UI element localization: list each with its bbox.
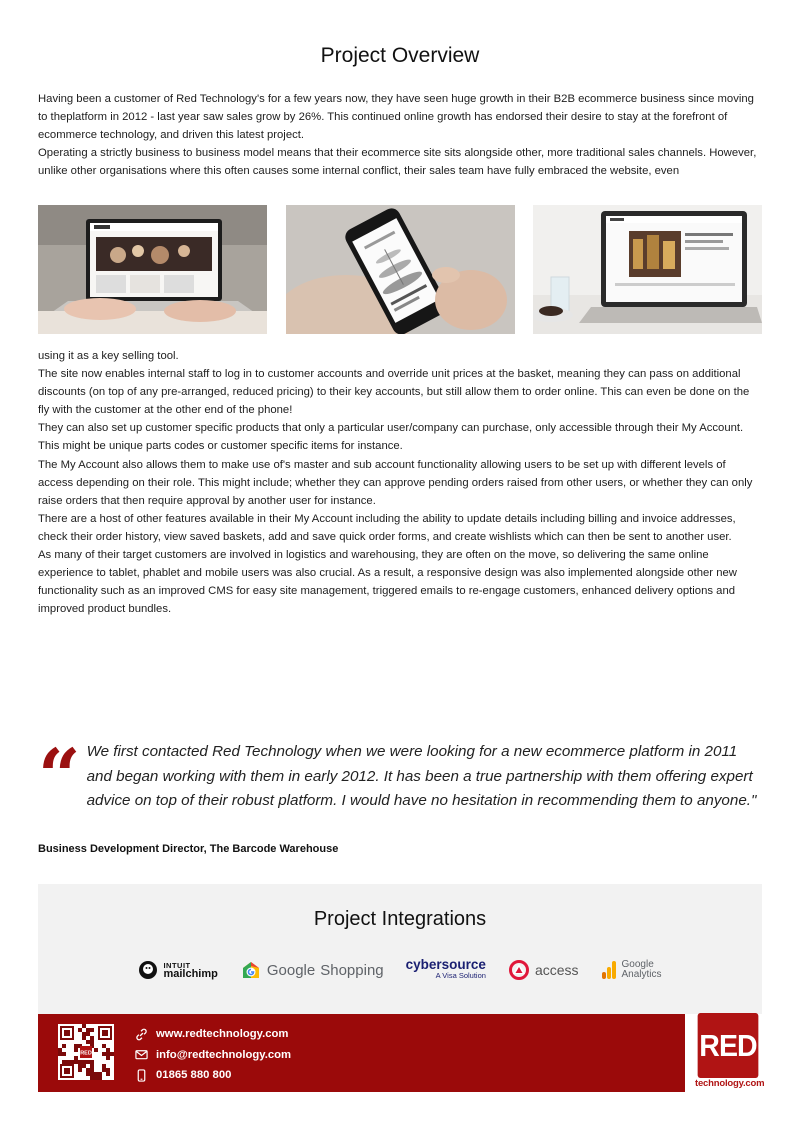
mail-icon <box>135 1048 148 1061</box>
phone-number[interactable]: 01865 880 800 <box>156 1069 232 1082</box>
contact-footer <box>38 1014 685 1092</box>
link-icon <box>135 1028 148 1041</box>
qr-module <box>86 1032 90 1036</box>
cybersource-tag: A Visa Solution <box>435 971 486 980</box>
qr-module <box>78 1060 82 1064</box>
integration-logos <box>38 959 762 981</box>
paragraph: The site now enables internal staff to log in to customer accounts and override unit prices at the basket, meaning they can pass on additional discounts (on top of any pre-arranged, reduced pricing) to their key accounts, but still allow them to order online. This can even be done on the fly with the customer at the other end of the phone! <box>38 368 750 417</box>
paragraph: The My Account also allows them to make use of's master and sub account functionality allowing users to be set up with different levels of access depending on their role. This might include; whether they can approve pending orders raised from other users, or whether they can only raise orders that then require approval by another user for instance. <box>38 458 753 507</box>
mailchimp-bottom: mailchimp <box>163 968 218 980</box>
website-link[interactable]: www.redtechnology.com <box>156 1028 289 1041</box>
email-link[interactable]: info@redtechnology.com <box>156 1048 292 1061</box>
paragraph: There are a host of other features available in their My Account including the ability to update details including billing and invoice addresses, check their order history, view saved baskets, add and save quick order forms, and create wishlists which can then be sent to another user. <box>38 512 736 543</box>
qr-module <box>82 1036 86 1040</box>
page-title: Project Overview <box>320 44 480 67</box>
contact-list <box>135 1024 291 1086</box>
qr-module <box>82 1064 86 1068</box>
qr-module <box>90 1068 94 1072</box>
integrations-panel <box>38 884 762 1014</box>
qr-module <box>106 1052 110 1056</box>
qr-module <box>90 1064 94 1068</box>
qr-module <box>102 1052 106 1056</box>
overview-text-top <box>38 90 763 180</box>
paragraph: Operating a strictly business to business model means that their ecommerce site sits alongside other, more traditional sales channels. However, unlike other organisations where this often causes some internal conflict, their sales team have fully embraced the website, even <box>38 147 757 178</box>
qr-module <box>82 1032 86 1036</box>
analytics-bottom: Analytics <box>621 969 662 980</box>
paragraph: Having been a customer of Red Technology's for a few years now, they have seen huge growth in their B2B ecommerce business since moving to theplatform in 2012 - last year saw sales grow by 26%. This continued online growth has endorsed their desire to stay at the forefront of ecommerce technology, and driven this latest project. <box>38 93 754 142</box>
qr-module <box>62 1044 66 1048</box>
qr-module <box>86 1040 90 1044</box>
qr-module <box>86 1068 90 1072</box>
paragraph: As many of their target customers are involved in logistics and warehousing, they are often on the move, so delivering the same online experience to tablet, phablet and mobile users was also crucial. As a result, a responsive design was also implemented alongside other new functionality such as an improved CMS for easy site management, triggered emails to re-engage customers, enhanced delivery options and improved product bundles. <box>38 549 737 616</box>
qr-module <box>74 1056 78 1060</box>
analytics-top: Google <box>621 959 654 970</box>
qr-module <box>82 1060 86 1064</box>
qr-module <box>110 1052 114 1056</box>
qr-module <box>90 1060 94 1064</box>
qr-module <box>78 1068 82 1072</box>
google-shopping-b: Shopping <box>320 961 384 979</box>
red-logo-mark: RED <box>698 1013 759 1078</box>
qr-module <box>106 1068 110 1072</box>
qr-module <box>78 1028 82 1032</box>
mailchimp-top: INTUIT <box>163 961 191 970</box>
phone-hand-illustration <box>286 205 515 334</box>
testimonial-quote <box>38 734 763 820</box>
qr-module <box>74 1044 78 1048</box>
qr-module <box>86 1072 90 1076</box>
qr-module <box>90 1040 94 1044</box>
qr-module <box>90 1076 94 1080</box>
qr-module <box>86 1028 90 1032</box>
phone-icon <box>135 1069 148 1082</box>
mailchimp-logo <box>138 960 217 980</box>
qr-module <box>82 1024 86 1028</box>
qr-module <box>62 1060 66 1064</box>
quote-text: We first contacted Red Technology when we were looking for a new ecommerce platform in 2011 and began working with them in early 2012. It has been a true partnership with them offering expert advice on top of their robust platform. I would have no hesitation in recommending them to anyone." <box>86 743 757 809</box>
access-name: access <box>534 962 579 978</box>
qr-module <box>86 1060 90 1064</box>
qr-module <box>62 1052 66 1056</box>
qr-module <box>94 1048 98 1052</box>
mailchimp-icon <box>138 960 158 980</box>
google-shopping-logo <box>240 959 384 981</box>
qr-module <box>58 1048 62 1052</box>
qr-module <box>102 1064 106 1068</box>
photo-laptop-desk <box>533 205 762 334</box>
qr-code[interactable] <box>58 1024 114 1080</box>
qr-module <box>74 1048 78 1052</box>
qr-module <box>94 1076 98 1080</box>
quote-attribution: Business Development Director, The Barcode Warehouse <box>38 843 339 855</box>
laptop-hands-illustration <box>38 205 267 334</box>
qr-module <box>78 1064 82 1068</box>
google-shopping-icon <box>240 959 262 981</box>
qr-module <box>70 1060 74 1064</box>
contact-phone[interactable] <box>135 1065 291 1086</box>
cybersource-logo <box>406 959 486 981</box>
qr-module <box>106 1048 110 1052</box>
access-logo <box>508 959 579 981</box>
qr-module <box>94 1072 98 1076</box>
paragraph: using it as a key selling tool. <box>38 350 179 362</box>
qr-module <box>90 1072 94 1076</box>
cybersource-name: cybersource <box>405 957 486 972</box>
quote-mark-icon: “ <box>38 734 81 820</box>
red-logo-tagline: technology.com <box>695 1078 765 1089</box>
overview-text-bottom <box>38 347 763 618</box>
qr-module <box>98 1072 102 1076</box>
qr-module <box>90 1036 94 1040</box>
qr-code-icon <box>58 1024 114 1080</box>
qr-module <box>102 1044 106 1048</box>
google-shopping-a: Google <box>266 961 316 979</box>
qr-module <box>98 1076 102 1080</box>
qr-module <box>106 1056 110 1060</box>
google-analytics-logo <box>601 960 662 980</box>
photo-phone-hand <box>286 205 515 334</box>
photo-laptop-hands <box>38 205 267 334</box>
contact-website[interactable] <box>135 1024 291 1045</box>
qr-module <box>74 1060 78 1064</box>
access-icon <box>508 959 530 981</box>
qr-module <box>106 1072 110 1076</box>
google-analytics-icon <box>601 960 617 980</box>
laptop-desk-illustration <box>533 205 762 334</box>
qr-module <box>102 1068 106 1072</box>
qr-module <box>58 1052 62 1056</box>
paragraph: They can also set up customer specific products that only a particular user/company can purchase, only accessible through their My Account. This might be unique parts codes or customer specific items for instance. <box>38 422 744 453</box>
qr-module <box>66 1060 70 1064</box>
contact-email[interactable] <box>135 1045 291 1066</box>
red-technology-logo <box>695 1013 765 1092</box>
qr-module <box>90 1028 94 1032</box>
integrations-title: Project Integrations <box>313 908 487 930</box>
qr-badge: RED <box>80 1050 92 1057</box>
